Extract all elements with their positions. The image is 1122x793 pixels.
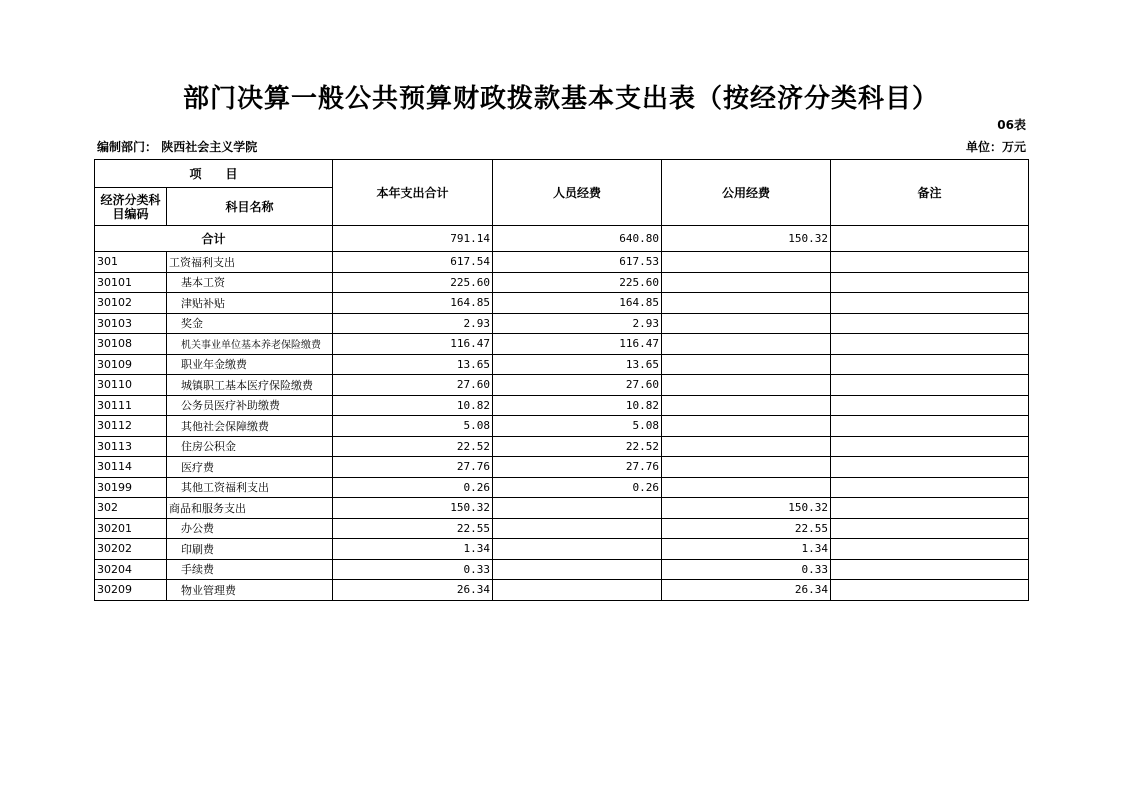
header-total: 本年支出合计 [333,160,493,226]
row-total: 116.47 [333,334,493,355]
row-name: 物业管理费 [167,580,333,601]
row-note [831,580,1029,601]
row-note [831,416,1029,437]
row-code: 302 [95,498,167,519]
row-total: 10.82 [333,395,493,416]
row-note [831,395,1029,416]
total-note [831,226,1029,252]
row-name: 商品和服务支出 [167,498,333,519]
row-name: 城镇职工基本医疗保险缴费 [167,375,333,396]
table-row [95,293,1029,314]
row-personnel: 5.08 [493,416,662,437]
total-personnel: 640.80 [493,226,662,252]
table-row [95,498,1029,519]
unit-label: 单位：万元 [965,140,1026,154]
row-code: 30110 [95,375,167,396]
table-row [95,580,1029,601]
row-name: 其他工资福利支出 [167,477,333,498]
row-personnel: 13.65 [493,354,662,375]
row-code: 30209 [95,580,167,601]
row-code: 30113 [95,436,167,457]
row-code: 30102 [95,293,167,314]
row-total: 164.85 [333,293,493,314]
row-personnel [493,518,662,539]
header-item: 项 目 [95,160,333,188]
row-personnel: 2.93 [493,313,662,334]
row-total: 617.54 [333,252,493,273]
row-code: 30103 [95,313,167,334]
row-personnel: 164.85 [493,293,662,314]
row-personnel: 225.60 [493,272,662,293]
row-total: 27.60 [333,375,493,396]
row-personnel [493,559,662,580]
header-personnel: 人员经费 [493,160,662,226]
row-total: 225.60 [333,272,493,293]
table-row [95,457,1029,478]
row-code: 301 [95,252,167,273]
total-label: 合计 [95,226,333,252]
table-body [95,160,1029,601]
row-code: 30201 [95,518,167,539]
row-name: 住房公积金 [167,436,333,457]
table-row [95,559,1029,580]
row-note [831,334,1029,355]
table-row [95,354,1029,375]
row-public [662,252,831,273]
row-public: 22.55 [662,518,831,539]
row-name: 奖金 [167,313,333,334]
row-note [831,518,1029,539]
row-public: 1.34 [662,539,831,560]
row-public [662,272,831,293]
page-title: 部门决算一般公共预算财政拨款基本支出表（按经济分类科目） [182,84,939,114]
row-name: 其他社会保障缴费 [167,416,333,437]
row-public [662,457,831,478]
header-note: 备注 [831,160,1029,226]
row-note [831,375,1029,396]
row-public: 150.32 [662,498,831,519]
row-total: 1.34 [333,539,493,560]
row-note [831,457,1029,478]
table-row [95,272,1029,293]
row-note [831,436,1029,457]
row-personnel: 10.82 [493,395,662,416]
row-code: 30108 [95,334,167,355]
row-code: 30204 [95,559,167,580]
row-name: 职业年金缴费 [167,354,333,375]
row-personnel [493,580,662,601]
row-note [831,559,1029,580]
row-total: 26.34 [333,580,493,601]
total-row [95,226,1029,252]
row-public [662,395,831,416]
table-row [95,395,1029,416]
row-code: 30109 [95,354,167,375]
table-row [95,375,1029,396]
row-note [831,498,1029,519]
total-public: 150.32 [662,226,831,252]
row-public [662,375,831,396]
table-row [95,416,1029,437]
row-name: 印刷费 [167,539,333,560]
row-public: 26.34 [662,580,831,601]
row-name: 机关事业单位基本养老保险缴费 [167,334,333,355]
row-name: 办公费 [167,518,333,539]
header-public: 公用经费 [662,160,831,226]
row-name: 津贴补贴 [167,293,333,314]
table-row [95,477,1029,498]
row-public [662,354,831,375]
table-row [95,539,1029,560]
row-total: 0.33 [333,559,493,580]
row-personnel: 617.53 [493,252,662,273]
row-personnel: 27.76 [493,457,662,478]
department-label: 编制部门： [97,140,158,154]
row-name: 基本工资 [167,272,333,293]
row-name: 公务员医疗补助缴费 [167,395,333,416]
row-personnel: 22.52 [493,436,662,457]
table-row [95,518,1029,539]
row-name: 手续费 [167,559,333,580]
header-row-1 [95,160,1029,188]
row-public [662,334,831,355]
row-code: 30111 [95,395,167,416]
table-number: 06表 [997,118,1026,132]
row-total: 2.93 [333,313,493,334]
table-row [95,252,1029,273]
row-total: 13.65 [333,354,493,375]
row-note [831,252,1029,273]
row-code: 30101 [95,272,167,293]
row-code: 30114 [95,457,167,478]
row-public: 0.33 [662,559,831,580]
row-name: 医疗费 [167,457,333,478]
row-note [831,539,1029,560]
row-personnel [493,498,662,519]
row-code: 30202 [95,539,167,560]
row-public [662,416,831,437]
row-note [831,354,1029,375]
expenditure-table [94,159,1029,601]
row-code: 30112 [95,416,167,437]
row-personnel [493,539,662,560]
table-row [95,436,1029,457]
total-amount: 791.14 [333,226,493,252]
table-row [95,334,1029,355]
row-personnel: 27.60 [493,375,662,396]
row-note [831,313,1029,334]
row-public [662,436,831,457]
department-name: 陕西社会主义学院 [161,140,258,154]
row-total: 0.26 [333,477,493,498]
row-total: 27.76 [333,457,493,478]
row-public [662,313,831,334]
row-name: 工资福利支出 [167,252,333,273]
row-public [662,477,831,498]
header-name: 科目名称 [167,188,333,226]
table-row [95,313,1029,334]
row-total: 5.08 [333,416,493,437]
department-line [97,138,257,155]
row-note [831,293,1029,314]
row-public [662,293,831,314]
row-total: 22.52 [333,436,493,457]
row-total: 22.55 [333,518,493,539]
header-code: 经济分类科目编码 [95,188,167,226]
row-code: 30199 [95,477,167,498]
row-total: 150.32 [333,498,493,519]
row-note [831,272,1029,293]
row-note [831,477,1029,498]
row-personnel: 116.47 [493,334,662,355]
row-personnel: 0.26 [493,477,662,498]
